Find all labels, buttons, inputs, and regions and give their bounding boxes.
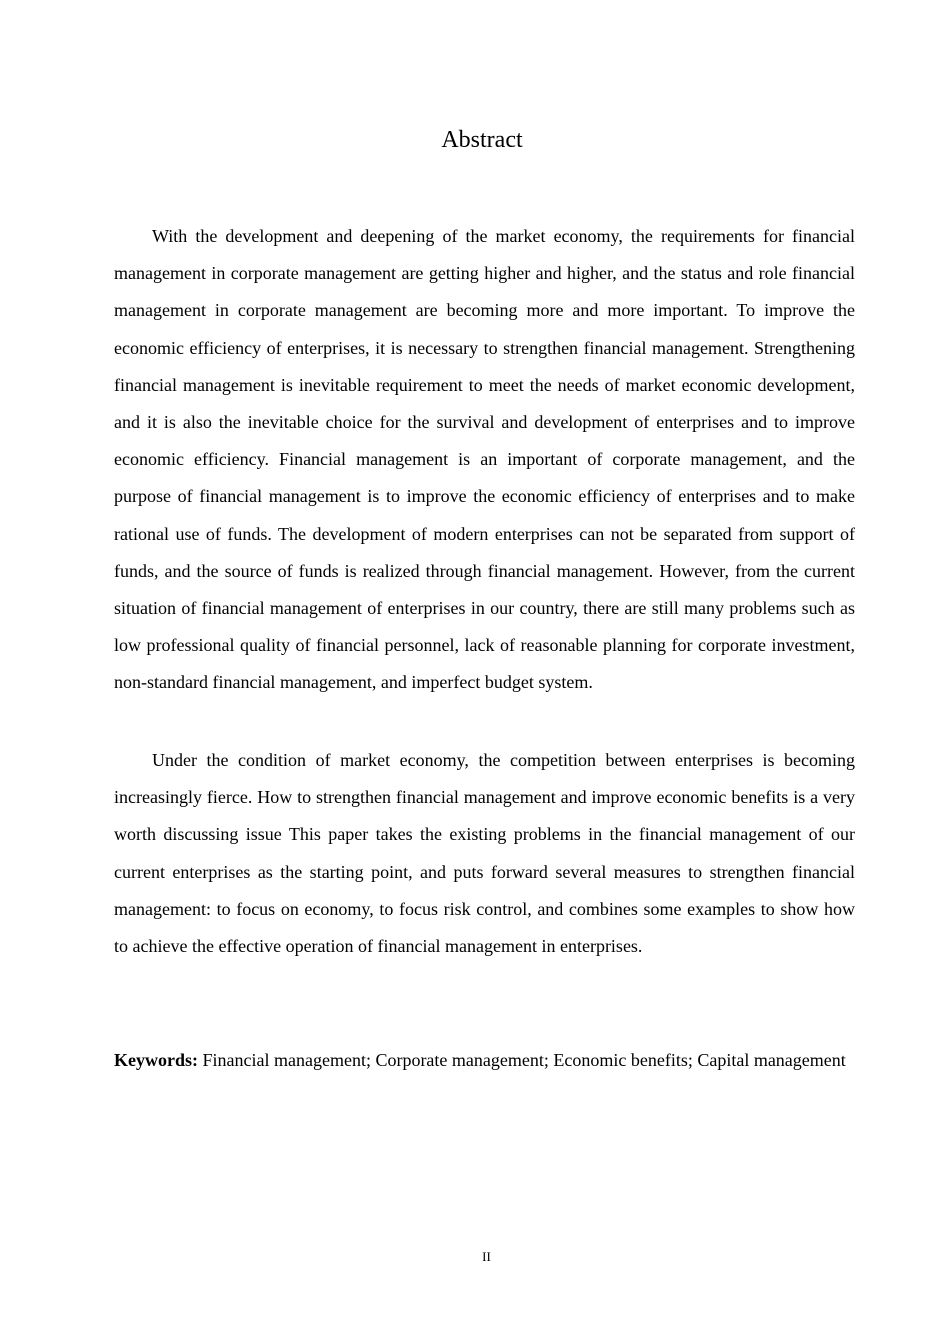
keywords-label: Keywords:	[114, 1050, 198, 1070]
abstract-title: Abstract	[441, 127, 523, 153]
page-number: II	[482, 1249, 491, 1264]
keywords-line	[114, 1042, 851, 1078]
keywords-text: Financial management; Corporate management; Economic benefits; Capital management	[202, 1050, 846, 1070]
abstract-paragraph-2: Under the condition of market economy, the competition between enterprises is becoming increasingly fierce. How to strengthen financial management and improve economic benefits is a very worth discussing issue This paper takes the existing problems in the financial management of our current enterprises as the starting point, and puts forward several measures to strengthen financial management: to focus on economy, to focus risk control, and combines some examples to show how to achieve the effective operation of financial management in enterprises.	[114, 750, 855, 957]
abstract-paragraph-1: With the development and deepening of the market economy, the requirements for financial management in corporate management are getting higher and higher, and the status and role financial management in corporate management are becoming more and more important. To improve the economic efficiency of enterprises, it is necessary to strengthen financial management. Strengthening financial management is inevitable requirement to meet the needs of market economic development, and it is also the inevitable choice for the survival and development of enterprises and to improve economic efficiency. Financial management is an important of corporate management, and the purpose of financial management is to improve the economic efficiency of enterprises and to make rational use of funds. The development of modern enterprises can not be separated from support of funds, and the source of funds is realized through financial management. However, from the current situation of financial management of enterprises in our country, there are still many problems such as low professional quality of financial personnel, lack of reasonable planning for corporate investment, non-standard financial management, and imperfect budget system.	[114, 226, 855, 693]
